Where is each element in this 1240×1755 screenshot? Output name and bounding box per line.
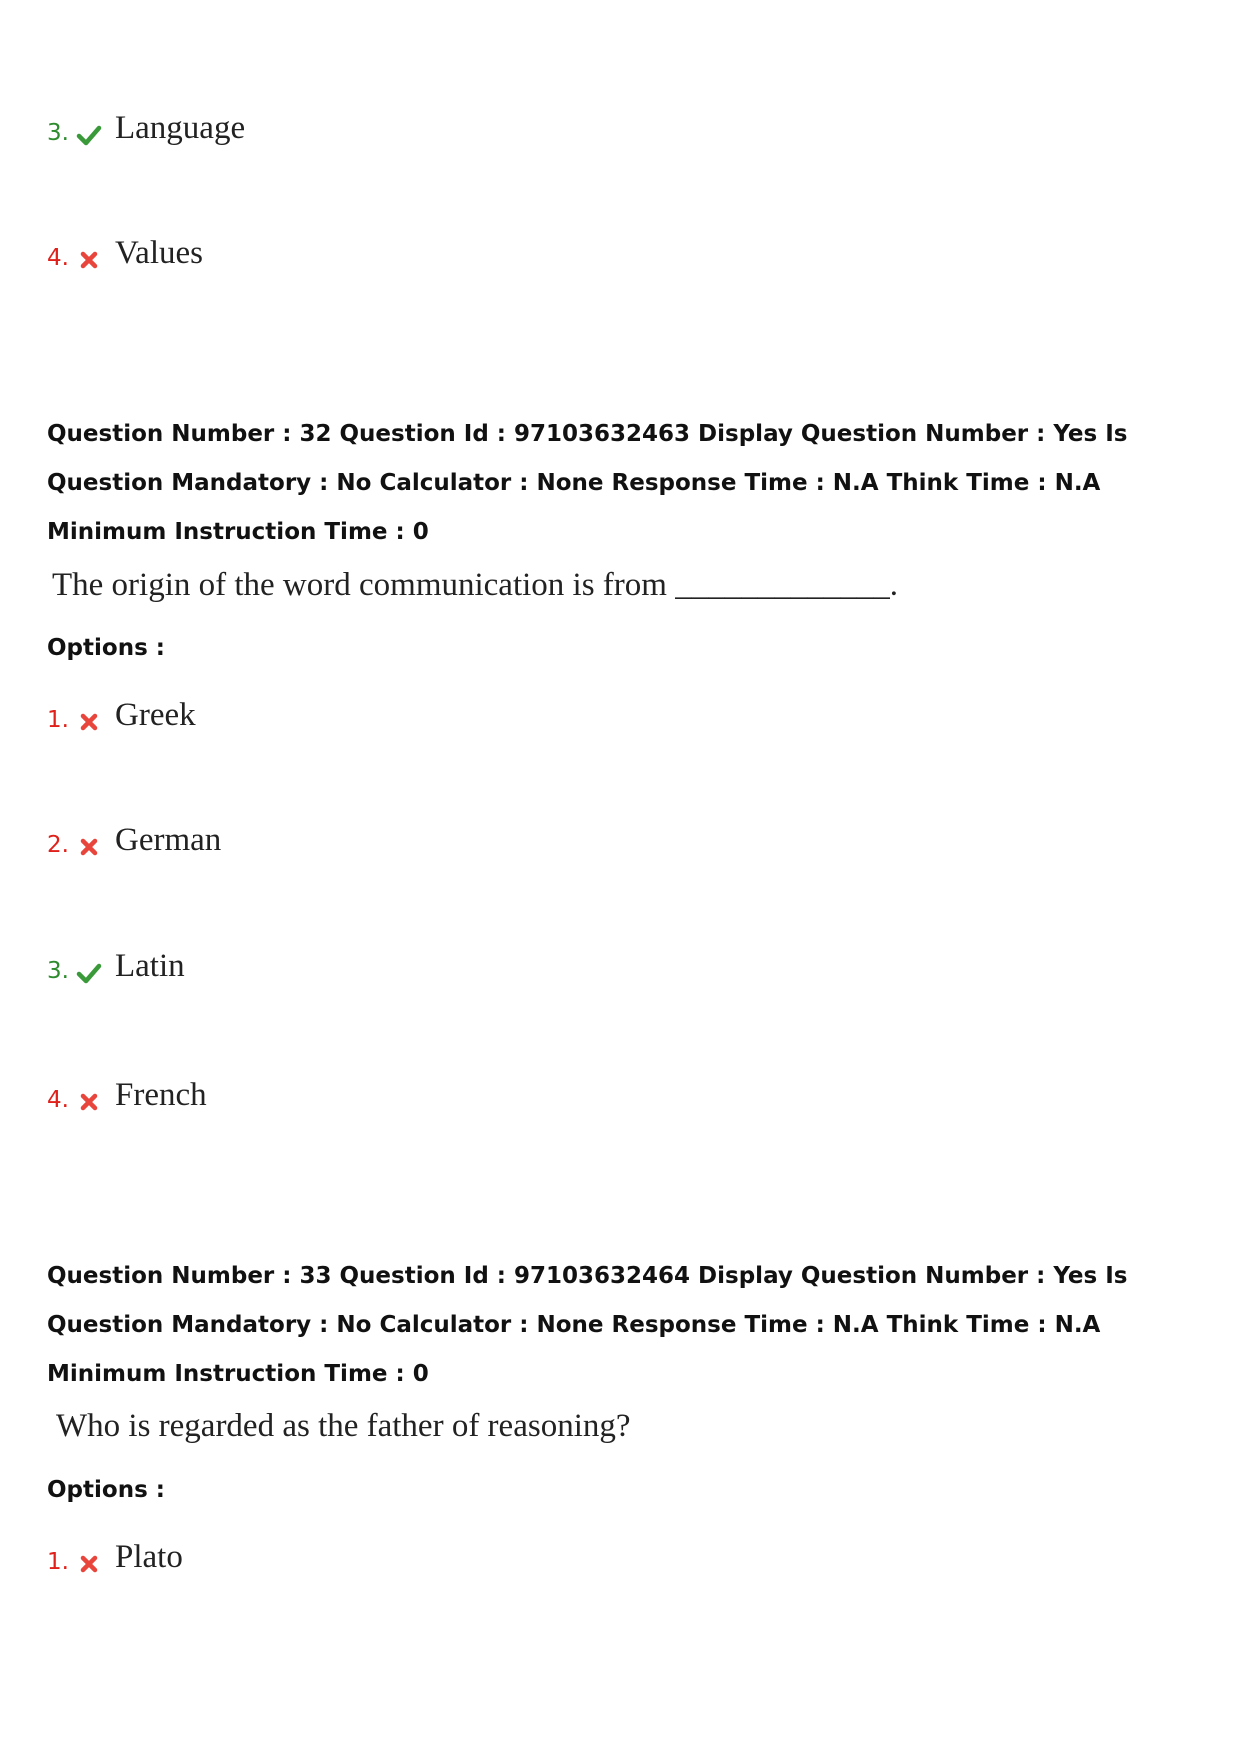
- cross-icon: [76, 247, 102, 273]
- option-text: French: [115, 1077, 207, 1113]
- option-number: 3.: [47, 120, 69, 146]
- option-number: 2.: [47, 832, 69, 858]
- question-text: The origin of the word communication is from _____________.: [52, 567, 898, 603]
- option-text: Values: [115, 235, 203, 271]
- option-number: 3.: [47, 958, 69, 984]
- option-number: 1.: [47, 1549, 69, 1575]
- option-text: Greek: [115, 697, 196, 733]
- option-text: Latin: [115, 948, 185, 984]
- cross-icon: [76, 834, 102, 860]
- check-icon: [76, 122, 102, 148]
- question-meta: Question Number : 33 Question Id : 97103632464 Display Question Number : Yes Is Question Mandatory : No Calculator : None Response Time : N.A Think Time : N.A Minimum Instruction Time : 0: [47, 1263, 1128, 1387]
- check-icon: [76, 960, 102, 986]
- cross-icon: [76, 1551, 102, 1577]
- option-number: 4.: [47, 245, 69, 271]
- option-number: 1.: [47, 707, 69, 733]
- options-label: Options :: [47, 635, 165, 661]
- question-meta: Question Number : 32 Question Id : 97103632463 Display Question Number : Yes Is Question Mandatory : No Calculator : None Response Time : N.A Think Time : N.A Minimum Instruction Time : 0: [47, 421, 1128, 545]
- option-number: 4.: [47, 1087, 69, 1113]
- option-text: Plato: [115, 1539, 183, 1575]
- option-text: German: [115, 822, 222, 858]
- option-text: Language: [115, 110, 246, 146]
- cross-icon: [76, 709, 102, 735]
- question-text: Who is regarded as the father of reasoning?: [56, 1408, 631, 1444]
- options-label: Options :: [47, 1477, 165, 1503]
- cross-icon: [76, 1089, 102, 1115]
